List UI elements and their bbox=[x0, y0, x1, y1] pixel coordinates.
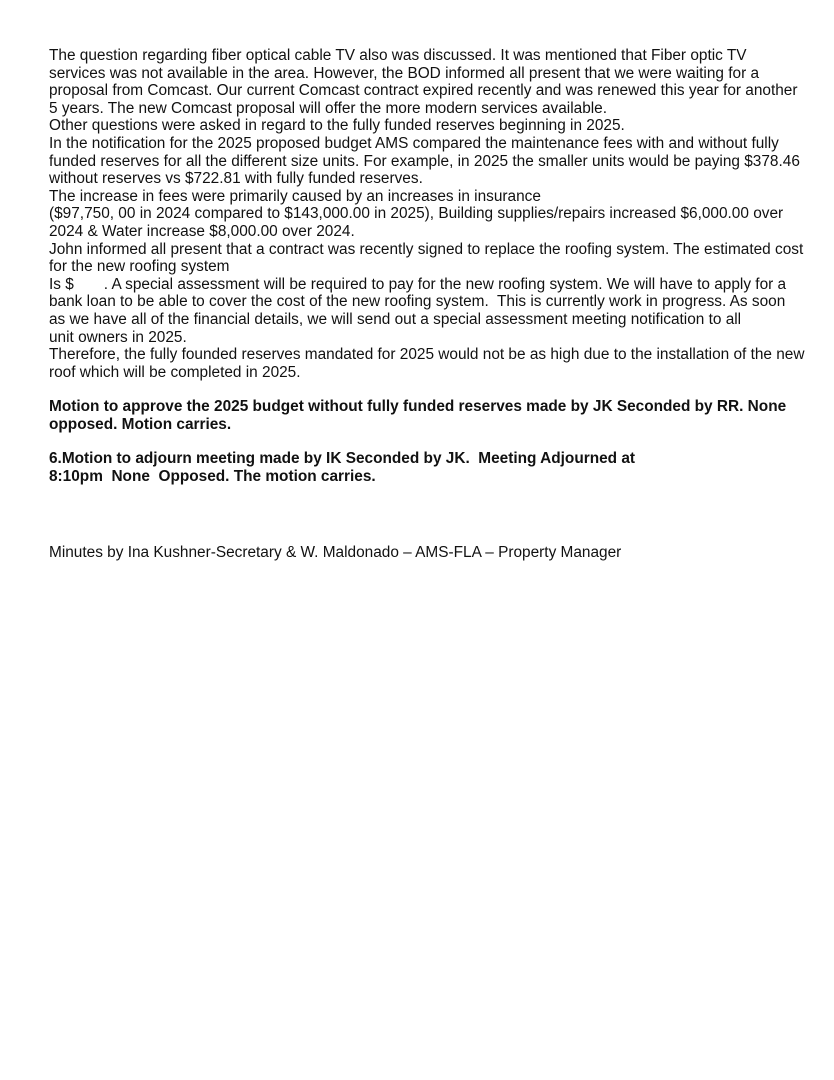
body-line: John informed all present that a contract was recently signed to replace the roofing system. The estimated cost bbox=[49, 240, 804, 258]
body-line: for the new roofing system bbox=[49, 258, 230, 276]
motion-budget bbox=[49, 398, 824, 433]
motion-line: 8:10pm None Opposed. The motion carries. bbox=[49, 468, 376, 486]
body-line: 2024 & Water increase $8,000.00 over 2024. bbox=[49, 222, 355, 240]
body-line: Is $ . A special assessment will be required to pay for the new roofing system. We will have to apply for a bbox=[49, 275, 787, 293]
motion-line: opposed. Motion carries. bbox=[49, 415, 232, 433]
body-line: without reserves vs $722.81 with fully funded reserves. bbox=[49, 170, 423, 188]
body-line: 5 years. The new Comcast proposal will offer the more modern services available. bbox=[49, 99, 608, 117]
motion-line: Motion to approve the 2025 budget without fully funded reserves made by JK Seconded by RR. None bbox=[49, 398, 787, 416]
body-line: bank loan to be able to cover the cost of the new roofing system. This is currently work in progress. As soon bbox=[49, 293, 786, 311]
body-line: Other questions were asked in regard to the fully funded reserves beginning in 2025. bbox=[49, 117, 625, 135]
motion-adjourn bbox=[49, 450, 824, 485]
body-line: The increase in fees were primarily caused by an increases in insurance bbox=[49, 187, 541, 205]
document-page bbox=[49, 47, 824, 561]
body-line: The question regarding fiber optical cable TV also was discussed. It was mentioned that Fiber optic TV bbox=[49, 47, 747, 64]
minutes-signature bbox=[49, 544, 824, 562]
body-line: Therefore, the fully founded reserves mandated for 2025 would not be as high due to the installation of the new bbox=[49, 346, 805, 364]
body-line: funded reserves for all the different size units. For example, in 2025 the smaller units would be paying $378.46 bbox=[49, 152, 800, 170]
body-line: unit owners in 2025. bbox=[49, 328, 187, 346]
body-line: ($97,750, 00 in 2024 compared to $143,000.00 in 2025), Building supplies/repairs increased $6,000.00 over bbox=[49, 205, 784, 223]
discussion-paragraphs bbox=[49, 47, 824, 381]
minutes-by-line: Minutes by Ina Kushner-Secretary & W. Maldonado – AMS-FLA – Property Manager bbox=[49, 543, 622, 561]
body-line: proposal from Comcast. Our current Comcast contract expired recently and was renewed this year for another bbox=[49, 82, 798, 100]
motion-line: 6.Motion to adjourn meeting made by IK Seconded by JK. Meeting Adjourned at bbox=[49, 450, 636, 468]
body-line: as we have all of the financial details, we will send out a special assessment meeting notification to all bbox=[49, 310, 742, 328]
body-line: roof which will be completed in 2025. bbox=[49, 363, 301, 381]
body-line: In the notification for the 2025 proposed budget AMS compared the maintenance fees with and without fully bbox=[49, 134, 779, 152]
body-line: services was not available in the area. However, the BOD informed all present that we were waiting for a bbox=[49, 64, 760, 82]
